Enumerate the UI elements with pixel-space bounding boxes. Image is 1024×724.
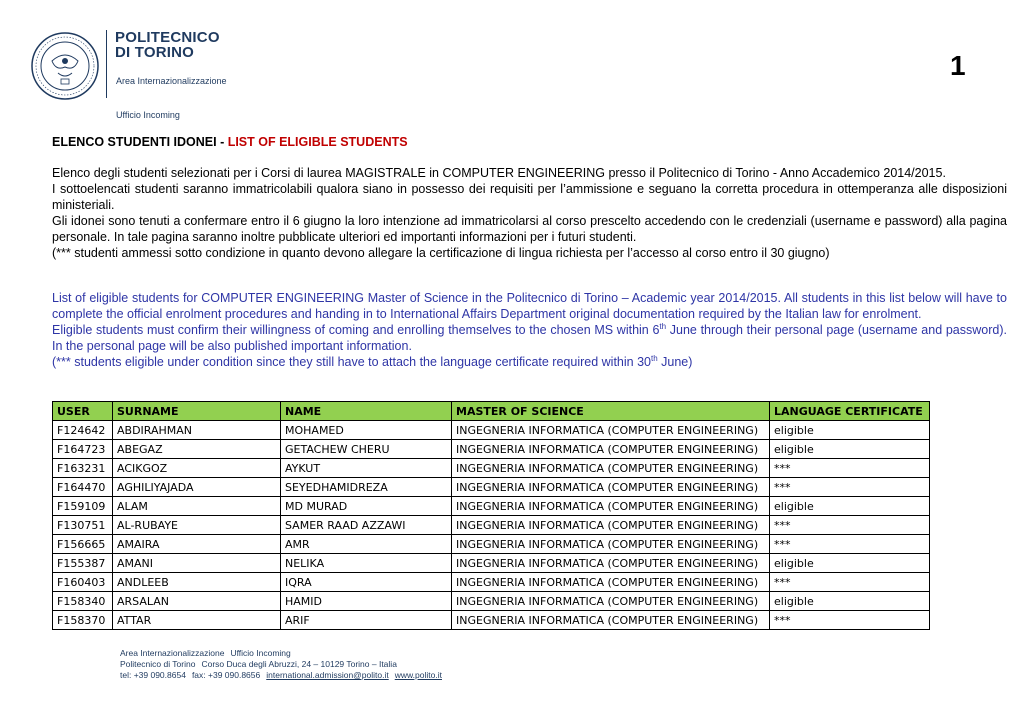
column-header-master: MASTER OF SCIENCE [452,402,770,421]
column-header-name: NAME [281,402,452,421]
cell-user: F158340 [53,592,113,611]
cell-language: eligible [770,440,930,459]
title-italian: ELENCO STUDENTI IDONEI - [52,135,228,149]
cell-name: MD MURAD [281,497,452,516]
cell-language: *** [770,459,930,478]
cell-surname: ANDLEEB [113,573,281,592]
university-seal-icon [30,31,100,101]
cell-user: F124642 [53,421,113,440]
cell-name: AYKUT [281,459,452,478]
cell-user: F163231 [53,459,113,478]
cell-user: F164723 [53,440,113,459]
cell-name: MOHAMED [281,421,452,440]
cell-user: F164470 [53,478,113,497]
cell-master: INGEGNERIA INFORMATICA (COMPUTER ENGINEERING) [452,592,770,611]
footer-address: Corso Duca degli Abruzzi, 24 – 10129 Torino – Italia [201,659,397,669]
cell-master: INGEGNERIA INFORMATICA (COMPUTER ENGINEERING) [452,440,770,459]
cell-surname: AGHILIYAJADA [113,478,281,497]
department-name: Area Internazionalizzazione [116,76,227,86]
cell-user: F130751 [53,516,113,535]
cell-user: F160403 [53,573,113,592]
column-header-surname: SURNAME [113,402,281,421]
title-english: LIST OF ELIGIBLE STUDENTS [227,135,408,149]
table-row [53,554,930,573]
cell-name: NELIKA [281,554,452,573]
footer-fax: fax: +39 090.8656 [191,670,261,680]
table-row [53,516,930,535]
cell-language: eligible [770,421,930,440]
cell-master: INGEGNERIA INFORMATICA (COMPUTER ENGINEERING) [452,478,770,497]
table-header-row [53,402,930,421]
italian-intro [52,165,1007,261]
email-link[interactable]: international.admission@polito.it [266,670,389,680]
cell-name: IQRA [281,573,452,592]
header-divider [106,30,107,98]
table-row [53,497,930,516]
cell-user: F155387 [53,554,113,573]
cell-user: F156665 [53,535,113,554]
table-row [53,459,930,478]
cell-surname: AMANI [113,554,281,573]
table-row [53,478,930,497]
italian-paragraph: I sottoelencati studenti saranno immatricolabili qualora siano in possesso dei requisiti per l’ammissione e seguano la corretta procedura in ottemperanza alle disposizioni ministeriali. [52,182,1007,212]
cell-name: HAMID [281,592,452,611]
cell-master: INGEGNERIA INFORMATICA (COMPUTER ENGINEERING) [452,611,770,630]
cell-language: eligible [770,592,930,611]
cell-master: INGEGNERIA INFORMATICA (COMPUTER ENGINEERING) [452,535,770,554]
table-row [53,440,930,459]
table-row [53,535,930,554]
table-row [53,573,930,592]
office-name: Ufficio Incoming [116,110,180,120]
cell-surname: ALAM [113,497,281,516]
footer-tel: tel: +39 090.8654 [120,670,186,680]
cell-name: SAMER RAAD AZZAWI [281,516,452,535]
column-header-user: USER [53,402,113,421]
english-intro [52,290,1007,370]
table-row [53,611,930,630]
org-name-line2: DI TORINO [115,44,195,61]
cell-language: *** [770,573,930,592]
cell-surname: ACIKGOZ [113,459,281,478]
cell-surname: ARSALAN [113,592,281,611]
italian-paragraph: Elenco degli studenti selezionati per i Corsi di laurea MAGISTRALE in COMPUTER ENGINEERING presso il Politecnico di Torino - Anno Accademico 2014/2015. [52,166,946,180]
italian-paragraph: (*** studenti ammessi sotto condizione in quanto devono allegare la certificazione di lingua richiesta per l’accesso al corso entro il 30 giugno) [52,246,830,260]
document-title [52,135,408,149]
cell-surname: AL-RUBAYE [113,516,281,535]
english-paragraph: Eligible students must confirm their willingness of coming and enrolling themselves to the chosen MS within 6th June through their personal page (username and password). In the personal page will be also published important information. [52,321,1007,353]
table-row [53,421,930,440]
footer [120,648,442,681]
cell-surname: ABDIRAHMAN [113,421,281,440]
cell-name: GETACHEW CHERU [281,440,452,459]
english-paragraph: (*** students eligible under condition since they still have to attach the language certificate required within 30th June) [52,353,693,369]
table-row [53,592,930,611]
cell-name: ARIF [281,611,452,630]
cell-user: F159109 [53,497,113,516]
italian-paragraph: Gli idonei sono tenuti a confermare entro il 6 giugno la loro intenzione ad immatricolarsi al corso prescelto accedendo con le credenziali (username e password) alla pagina personale. In tale pagina saranno inoltre pubblicate ulteriori ed importanti informazioni per i futuri studenti. [52,214,1007,244]
footer-office: Ufficio Incoming [230,648,291,658]
cell-language: *** [770,478,930,497]
website-link[interactable]: www.polito.it [394,670,442,680]
cell-master: INGEGNERIA INFORMATICA (COMPUTER ENGINEERING) [452,573,770,592]
cell-language: *** [770,611,930,630]
cell-name: SEYEDHAMIDREZA [281,478,452,497]
cell-user: F158370 [53,611,113,630]
english-paragraph: List of eligible students for COMPUTER ENGINEERING Master of Science in the Politecnico di Torino – Academic year 2014/2015. All students in this list below will have to complete the official enrolment procedures and handing in to International Affairs Department original documentation required by the Italian law for enrolment. [52,291,1007,321]
cell-surname: ATTAR [113,611,281,630]
cell-language: *** [770,516,930,535]
page-number: 1 [950,50,966,81]
org-name-line1: POLITECNICO [115,29,220,46]
footer-org: Politecnico di Torino [120,659,196,669]
cell-name: AMR [281,535,452,554]
column-header-language: LANGUAGE CERTIFICATE [770,402,930,421]
cell-language: eligible [770,554,930,573]
cell-master: INGEGNERIA INFORMATICA (COMPUTER ENGINEERING) [452,516,770,535]
cell-master: INGEGNERIA INFORMATICA (COMPUTER ENGINEERING) [452,554,770,573]
cell-master: INGEGNERIA INFORMATICA (COMPUTER ENGINEERING) [452,459,770,478]
cell-language: eligible [770,497,930,516]
footer-area: Area Internazionalizzazione [120,648,225,658]
cell-master: INGEGNERIA INFORMATICA (COMPUTER ENGINEERING) [452,497,770,516]
cell-master: INGEGNERIA INFORMATICA (COMPUTER ENGINEERING) [452,421,770,440]
cell-language: *** [770,535,930,554]
cell-surname: AMAIRA [113,535,281,554]
cell-surname: ABEGAZ [113,440,281,459]
students-table [52,401,930,630]
